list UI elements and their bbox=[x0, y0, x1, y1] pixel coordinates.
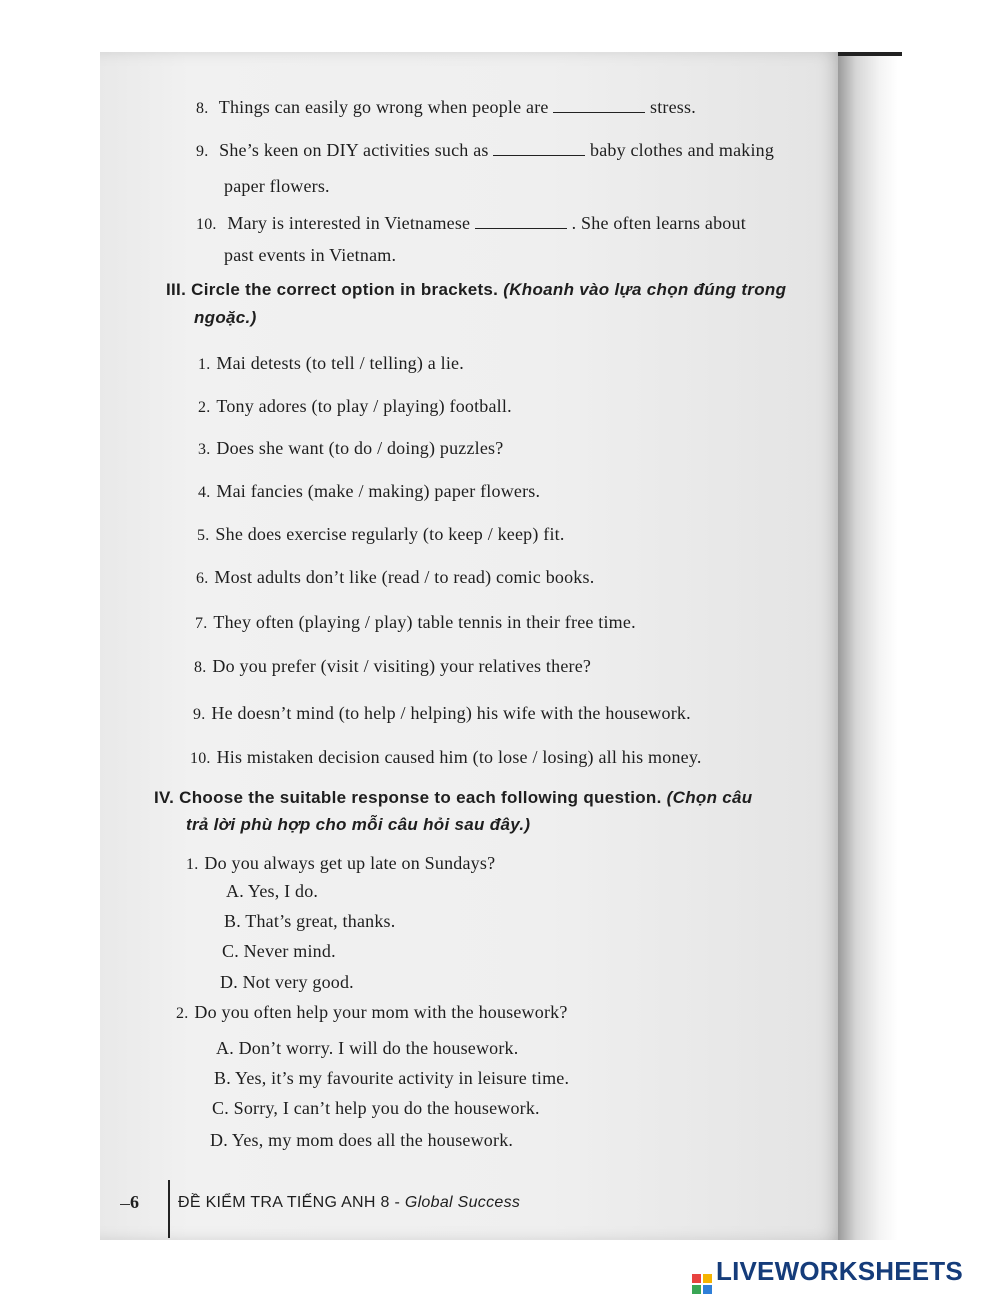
page-footer bbox=[120, 1190, 580, 1240]
footer-title bbox=[178, 1194, 520, 1212]
section-4-heading bbox=[154, 788, 752, 808]
answer-blank[interactable] bbox=[475, 214, 567, 229]
fill-item-9-line2: paper flowers. bbox=[224, 176, 330, 196]
footer-dash bbox=[120, 1204, 130, 1205]
section-3-heading bbox=[166, 280, 786, 300]
footer-divider bbox=[168, 1180, 170, 1238]
item-text-before: She’s keen on DIY activities such as bbox=[219, 140, 489, 160]
section-3-title: III. Circle the correct option in brackets. bbox=[166, 280, 499, 299]
section-3-title-vi-cont: ngoặc.) bbox=[194, 308, 257, 327]
liveworksheets-icon bbox=[692, 1274, 712, 1294]
item-text: She does exercise regularly (to keep / keep) fit. bbox=[215, 524, 565, 544]
fill-item-9 bbox=[196, 140, 774, 161]
item-number: 10. bbox=[190, 750, 211, 767]
item-text: Mai fancies (make / making) paper flowers. bbox=[216, 481, 541, 501]
footer-title-text: ĐỀ KIỂM TRA TIẾNG ANH 8 - bbox=[178, 1194, 401, 1211]
item-text: Does she want (to do / doing) puzzles? bbox=[216, 438, 504, 458]
item-number: 3. bbox=[198, 441, 211, 458]
circle-item-5[interactable] bbox=[197, 524, 565, 545]
section-4-heading-line2 bbox=[186, 815, 530, 835]
item-text-before: Things can easily go wrong when people are bbox=[218, 97, 549, 117]
question-text: Do you often help your mom with the housework? bbox=[194, 1002, 568, 1022]
answer-blank[interactable] bbox=[553, 98, 645, 113]
item-number: 1. bbox=[198, 356, 211, 373]
item-text: They often (playing / play) table tennis in their free time. bbox=[213, 612, 636, 632]
footer-title-italic: Global Success bbox=[404, 1194, 521, 1211]
q2-option-b[interactable]: B. Yes, it’s my favourite activity in leisure time. bbox=[214, 1068, 570, 1088]
circle-item-3[interactable] bbox=[198, 438, 503, 459]
q1-option-c[interactable]: C. Never mind. bbox=[222, 941, 336, 961]
item-text: He doesn’t mind (to help / helping) his wife with the housework. bbox=[211, 703, 691, 723]
circle-item-4[interactable] bbox=[198, 481, 540, 502]
circle-item-10[interactable] bbox=[190, 747, 702, 768]
item-number: 9. bbox=[196, 143, 209, 160]
item-text: Most adults don’t like (read / to read) comic books. bbox=[214, 567, 595, 587]
circle-item-2[interactable] bbox=[198, 396, 512, 417]
brand-name: LIVEWORKSHEETS bbox=[716, 1256, 963, 1286]
question-text: Do you always get up late on Sundays? bbox=[204, 853, 496, 873]
q1-option-b[interactable]: B. That’s great, thanks. bbox=[224, 911, 396, 931]
item-number: 7. bbox=[195, 615, 208, 632]
circle-item-1[interactable] bbox=[198, 353, 464, 374]
section-3-heading-line2 bbox=[194, 308, 257, 328]
item-number: 4. bbox=[198, 484, 211, 501]
q2-option-c[interactable]: C. Sorry, I can’t help you do the housework. bbox=[212, 1098, 540, 1118]
item-text-after: stress. bbox=[650, 97, 696, 117]
item-number: 5. bbox=[197, 527, 210, 544]
circle-item-6[interactable] bbox=[196, 567, 594, 588]
section-4-title: IV. Choose the suitable response to each following question. bbox=[154, 788, 662, 807]
item-text-before: Mary is interested in Vietnamese bbox=[227, 213, 471, 233]
item-number: 2. bbox=[198, 399, 211, 416]
item-text: His mistaken decision caused him (to lose / losing) all his money. bbox=[216, 747, 702, 767]
circle-item-9[interactable] bbox=[193, 703, 691, 724]
q2-option-a[interactable]: A. Don’t worry. I will do the housework. bbox=[216, 1038, 519, 1058]
page-number: 6 bbox=[130, 1192, 139, 1212]
item-text: Mai detests (to tell / telling) a lie. bbox=[216, 353, 464, 373]
circle-item-8[interactable] bbox=[194, 656, 591, 677]
q2-option-d[interactable]: D. Yes, my mom does all the housework. bbox=[210, 1130, 514, 1150]
item-number: 8. bbox=[194, 659, 207, 676]
fill-item-10 bbox=[196, 213, 746, 234]
item-number: 9. bbox=[193, 706, 206, 723]
item-text: Tony adores (to play / playing) football. bbox=[216, 396, 512, 416]
section-3-title-vi: (Khoanh vào lựa chọn đúng trong bbox=[503, 280, 787, 299]
item-number: 1. bbox=[186, 856, 199, 873]
item-text-after: . She often learns about bbox=[571, 213, 746, 233]
item-text: Do you prefer (visit / visiting) your relatives there? bbox=[212, 656, 592, 676]
section-4-title-vi-cont: trả lời phù hợp cho mỗi câu hỏi sau đây.) bbox=[186, 815, 531, 834]
section-4-title-vi: (Chọn câu bbox=[666, 788, 753, 807]
liveworksheets-logo bbox=[692, 1256, 963, 1286]
q1-option-d[interactable]: D. Not very good. bbox=[220, 972, 354, 992]
circle-item-7[interactable] bbox=[195, 612, 636, 633]
item-number: 2. bbox=[176, 1005, 189, 1022]
item-number: 8. bbox=[196, 100, 209, 117]
item-number: 6. bbox=[196, 570, 209, 587]
question-1 bbox=[186, 853, 495, 874]
question-2 bbox=[176, 1002, 568, 1023]
fill-item-10-line2: past events in Vietnam. bbox=[224, 245, 397, 265]
fill-item-8 bbox=[196, 97, 696, 118]
q1-option-a[interactable]: A. Yes, I do. bbox=[226, 881, 319, 901]
item-number: 10. bbox=[196, 216, 217, 233]
answer-blank[interactable] bbox=[493, 141, 585, 156]
item-text-after: baby clothes and making bbox=[590, 140, 775, 160]
